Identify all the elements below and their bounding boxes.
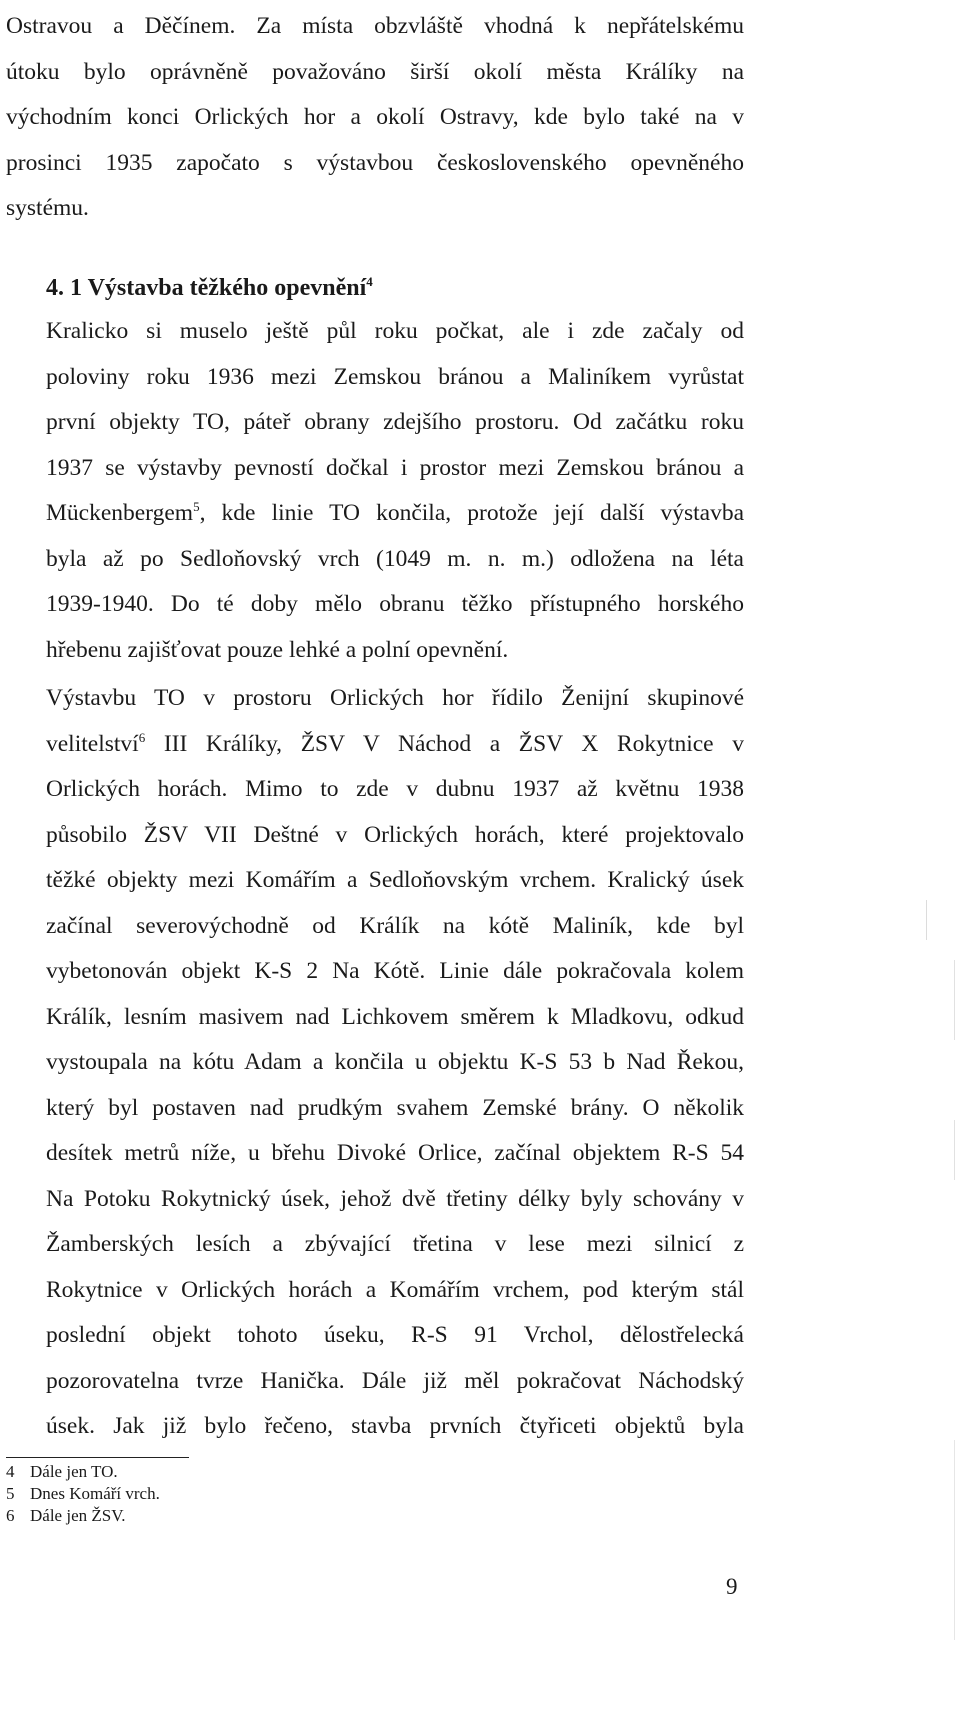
footnote-ref: 5 (193, 499, 200, 514)
text-line: prosinci 1935 započato s výstavbou československého opevněného (6, 149, 744, 176)
text-line: Rokytnice v Orlických horách a Komářím vrchem, pod kterým stál (46, 1276, 744, 1303)
text-line: těžké objekty mezi Komářím a Sedloňovským vrchem. Kralický úsek (46, 867, 744, 893)
text-line: 1937 se výstavby pevností dočkal i prostor mezi Zemskou bránou a (46, 454, 744, 481)
text-line: první objekty TO, páteř obrany zdejšího prostoru. Od začátku roku (46, 409, 744, 435)
text-line: Orlických horách. Mimo to zde v dubnu 1937 až květnu 1938 (46, 776, 744, 802)
text-line: Ostravou a Děčínem. Za místa obzvláště vhodná k nepřátelskému (6, 13, 744, 39)
footnote-ref: 6 (138, 729, 146, 745)
page-number: 9 (726, 1574, 738, 1599)
text-line: systému. (6, 195, 89, 221)
section-heading (46, 273, 373, 303)
text-line: Na Potoku Rokytnický úsek, jehož dvě třetiny délky byly schovány v (46, 1185, 744, 1212)
intro-paragraph (6, 4, 744, 232)
paragraph-2 (6, 676, 744, 1450)
text-line: byla až po Sedloňovský vrch (1049 m. n. m.) odložena na léta (46, 545, 744, 572)
text-line: hřebenu zajišťovat pouze lehké a polní opevnění. (46, 636, 509, 663)
text-line: východním konci Orlických hor a okolí Ostravy, kde bylo také na v (6, 104, 744, 130)
text-segment: , kde linie TO končila, protože její další výstavba (199, 500, 744, 526)
footnote (6, 1505, 160, 1527)
footnote-text: Dále jen TO. (30, 1462, 118, 1481)
text-line: pozorovatelna tvrze Hanička. Dále již měl pokračovat Náchodský (46, 1367, 744, 1394)
text-line: úsek. Jak již bylo řečeno, stavba prvních čtyřiceti objektů byla (46, 1413, 744, 1439)
text-line: desítek metrů níže, u břehu Divoké Orlice, začínal objektem R-S 54 (46, 1140, 744, 1166)
text-line: vystoupala na kótu Adam a končila u objektu K-S 53 b Nad Řekou, (46, 1049, 744, 1075)
section-heading-text: 4. 1 Výstavba těžkého opevnění (46, 275, 367, 301)
scan-artifact (954, 960, 955, 1040)
text-line: působilo ŽSV VII Deštné v Orlických horách, které projektovalo (46, 821, 744, 848)
footnote-text: Dnes Komáří vrch. (30, 1484, 160, 1503)
footnote (6, 1483, 160, 1505)
text-line: Králík, lesním masivem nad Lichkovem směrem k Mladkovu, odkud (46, 1003, 744, 1030)
scan-artifact (954, 1440, 955, 1640)
footnote-number: 6 (6, 1506, 15, 1525)
footnote-number: 4 (6, 1462, 15, 1481)
text-line: vybetonován objekt K-S 2 Na Kótě. Linie dále pokračovala kolem (46, 958, 744, 984)
text-segment: velitelství (46, 730, 139, 757)
text-line: poloviny roku 1936 mezi Zemskou bránou a Maliníkem vyrůstat (46, 363, 744, 390)
scan-artifact (926, 900, 927, 940)
text-line: začínal severovýchodně od Králík na kótě Maliník, kde byl (46, 912, 744, 939)
text-line (6, 491, 744, 537)
text-line: Kralicko si muselo ještě půl roku počkat, ale i zde začaly od (46, 318, 744, 344)
text-line: Žamberských lesích a zbývající třetina v lese mezi silnicí z (46, 1231, 744, 1257)
text-line: Výstavbu TO v prostoru Orlických hor řídilo Ženijní skupinové (46, 685, 744, 711)
text-line (6, 722, 744, 768)
text-line: který byl postaven nad prudkým svahem Zemské brány. O několik (46, 1094, 744, 1121)
footnote-separator (6, 1457, 189, 1458)
footnote-text: Dále jen ŽSV. (30, 1506, 126, 1525)
footnote (6, 1461, 160, 1483)
text-line: útoku bylo oprávněně považováno širší okolí města Králíky na (6, 58, 744, 85)
footnote-ref: 4 (366, 274, 373, 289)
footnote-number: 5 (6, 1484, 15, 1503)
footnotes (6, 1461, 160, 1527)
text-segment: Mückenbergem (46, 500, 194, 526)
scan-artifact (954, 1120, 955, 1180)
text-line: 1939-1940. Do té doby mělo obranu těžko přístupného horského (46, 591, 744, 617)
text-segment: III Králíky, ŽSV V Náchod a ŽSV X Rokytnice v (145, 730, 744, 757)
text-line: poslední objekt tohoto úseku, R-S 91 Vrchol, dělostřelecká (46, 1322, 744, 1348)
paragraph-1 (6, 309, 744, 673)
